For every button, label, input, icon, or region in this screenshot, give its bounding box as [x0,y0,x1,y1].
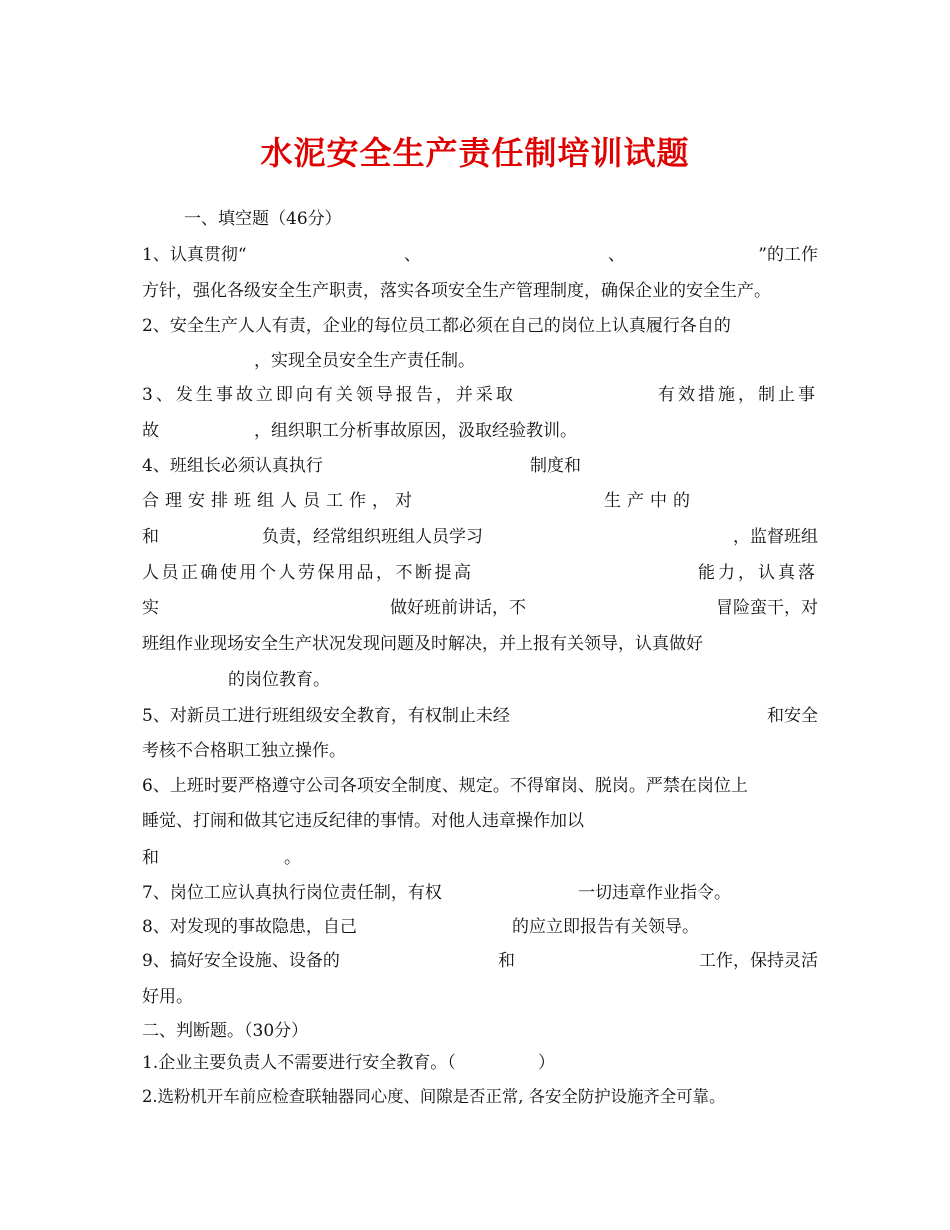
question-8-line-1: 8、对发现的事故隐患，自己 的应立即报告有关领导。 [142,917,699,937]
judgement-2: 2.选粉机开车前应检查联轴器同心度、间隙是否正常, 各安全防护设施齐全可靠。 [142,1087,726,1106]
question-5-line-1: 5、对新员工进行班组级安全教育，有权制止未经 和安全 [142,706,818,726]
question-5-line-2: 考核不合格职工独立操作。 [142,741,346,761]
question-1-line-2: 方针，强化各级安全生产职责，落实各项安全生产管理制度，确保企业的安全生产。 [142,281,771,301]
question-4-line-3: 和 负责，经常组织班组人员学习 ，监督班组 [142,527,818,547]
question-4-line-4: 人员正确使用个人劳保用品，不断提高 能力，认真落 [142,563,818,583]
question-1-line-1: 1、认真贯彻“ 、 、 ”的工作 [142,245,818,265]
question-3-line-2: 故 ，组织职工分析事故原因，汲取经验教训。 [142,421,577,441]
question-4-line-2: 合理安排班组人员工作，对 生产中的 [142,491,696,511]
question-4-line-7: 的岗位教育。 [228,670,330,690]
question-4-line-1: 4、班组长必须认真执行 制度和 [142,456,581,476]
document-title: 水泥安全生产责任制培训试题 [260,134,690,172]
question-2-line-1: 2、安全生产人人有责，企业的每位员工都必须在自己的岗位上认真履行各自的 [142,316,731,336]
question-6-line-1: 6、上班时要严格遵守公司各项安全制度、规定。不得窜岗、脱岗。严禁在岗位上 [142,776,748,796]
judgement-1: 1.企业主要负责人不需要进行安全教育。（ ） [142,1053,555,1073]
question-7-line-1: 7、岗位工应认真执行岗位责任制，有权 一切违章作业指令。 [142,883,731,903]
question-2-line-2: ，实现全员安全生产责任制。 [254,351,475,371]
question-9-line-2: 好用。 [142,987,193,1007]
question-9-line-1: 9、搞好安全设施、设备的 和 工作，保持灵活 [142,951,818,971]
question-6-line-2: 睡觉、打闹和做其它违反纪律的事情。对他人违章操作加以 [142,811,584,831]
section-1-heading: 一、填空题（46分） [184,209,342,229]
question-4-line-5: 实 做好班前讲话，不 冒险蛮干，对 [142,598,818,618]
question-4-line-6: 班组作业现场安全生产状况发现问题及时解决，并上报有关领导，认真做好 [142,634,703,654]
question-6-line-3: 和 。 [142,848,301,868]
question-3-line-1: 3、发生事故立即向有关领导报告，并采取 有效措施，制止事 [142,385,818,405]
section-2-heading: 二、判断题。（30分） [142,1021,309,1041]
